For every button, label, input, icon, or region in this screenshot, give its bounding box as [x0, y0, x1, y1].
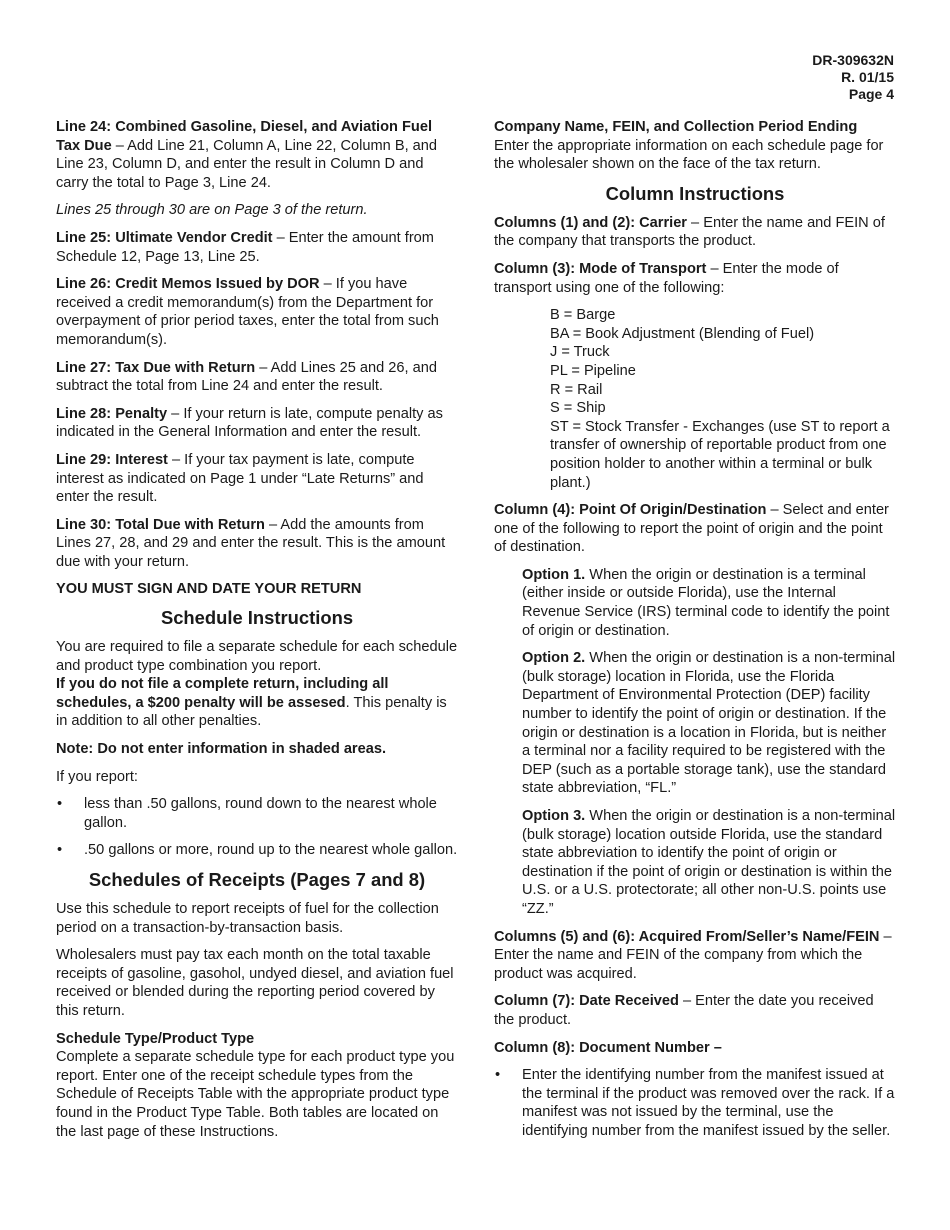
list-item: J = Truck	[550, 344, 610, 361]
col3-text: – Enter the mode of transport using one of the following:	[494, 260, 839, 296]
col4-paragraph	[494, 501, 896, 557]
left-column	[56, 118, 458, 1150]
line25-heading: Line 25: Ultimate Vendor Credit	[56, 229, 273, 246]
line29-paragraph	[56, 451, 458, 507]
col8-heading: Column (8): Document Number –	[494, 1039, 722, 1056]
col4-heading: Column (4): Point Of Origin/Destination	[494, 502, 767, 519]
schedule-type-heading: Schedule Type/Product Type	[56, 1030, 255, 1047]
schedule-paragraph	[56, 638, 458, 731]
col4-text: – Select and enter one of the following to report the point of origin and the point of destination.	[494, 502, 889, 556]
schedule-text: You are required to file a separate schedule for each schedule and product type combination you report.	[56, 639, 458, 674]
rounding-list	[56, 795, 458, 860]
line30-text: – Add the amounts from Lines 27, 28, and 29 and enter the result. This is the amount due with your return.	[56, 516, 446, 570]
option1-heading: Option 1.	[522, 566, 586, 583]
col56-heading: Columns (5) and (6): Acquired From/Seller’s Name/FEIN	[494, 928, 880, 945]
option1-text: When the origin or destination is a terminal (either inside or outside Florida), use the Internal Revenue Service (IRS) terminal code to identify the point of origin or destination.	[522, 566, 890, 639]
if-you-report: If you report:	[56, 768, 138, 785]
line26-heading: Line 26: Credit Memos Issued by DOR	[56, 276, 320, 293]
line30-heading: Line 30: Total Due with Return	[56, 516, 265, 533]
list-item: ST = Stock Transfer - Exchanges (use ST to report a transfer of ownership of reportable product from one position holder to another within a terminal or bulk plant.)	[550, 418, 890, 491]
line25-paragraph	[56, 229, 458, 266]
col56-paragraph	[494, 928, 896, 984]
list-item: B = Barge	[550, 307, 616, 324]
line27-paragraph	[56, 359, 458, 396]
receipts-paragraph-1: Use this schedule to report receipts of fuel for the collection period on a transaction-by-transaction basis.	[56, 901, 439, 936]
shaded-areas-note: Note: Do not enter information in shaded areas.	[56, 741, 387, 758]
form-revision: R. 01/15	[841, 69, 894, 85]
option2-text: When the origin or destination is a non-terminal (bulk storage) location in Florida, use the Florida Department of Environmental Protection (DEP) facility number to identify the point of origin or destination. If the origin or destination is a location in Florida, but is neither a terminal nor a facility required to be registered with the DEP (such as a portable storage tank), use the standard state abbreviation, “FL.”	[522, 650, 896, 797]
line27-text: – Add Lines 25 and 26, and subtract the total from Line 24 and enter the result.	[56, 359, 437, 395]
line29-text: – If your tax payment is late, compute interest as indicated on Page 1 under “Late Returns” and enter the result.	[56, 451, 424, 506]
line29-heading: Line 29: Interest	[56, 451, 168, 468]
line24-text: – Add Line 21, Column A, Line 22, Column B, and Line 23, Column D, and enter the result in Column D and carry the total to Page 3, Line 24.	[56, 137, 438, 191]
transport-modes-list	[550, 306, 896, 492]
col3-paragraph	[494, 260, 896, 297]
list-item: PL = Pipeline	[550, 362, 636, 379]
line30-paragraph	[56, 516, 458, 572]
line24-heading: Line 24: Combined Gasoline, Diesel, and Aviation Fuel Tax Due	[56, 119, 432, 154]
col12-heading: Columns (1) and (2): Carrier	[494, 214, 687, 231]
column-instructions-heading: Column Instructions	[605, 182, 785, 204]
option2-heading: Option 2.	[522, 650, 586, 667]
form-number: DR-309632N	[812, 52, 894, 68]
list-item: • less than .50 gallons, round down to the nearest whole gallon.	[56, 795, 458, 832]
line26-text: – If you have received a credit memorandum(s) from the Department for overpayment of prior period taxes, enter the total from such memorandum(s).	[56, 276, 439, 348]
schedule-type-text: Complete a separate schedule type for each product type you report. Enter one of the receipt schedule types from the Schedule of Receipts Table with the appropriate product type found in the Product Type Table. Both tables are located on the last page of these Instructions.	[56, 1049, 455, 1140]
list-item: • Enter the identifying number from the manifest issued at the terminal if the product was removed over the rack. If a manifest was not issued by the terminal, use the identifying number from the manifest issued by the seller.	[494, 1066, 896, 1140]
option3-heading: Option 3.	[522, 808, 586, 824]
col7-text: – Enter the date you received the product.	[494, 993, 874, 1028]
schedule-text-end: . This penalty is in addition to all other penalties.	[56, 694, 447, 730]
receipts-paragraph-2: Wholesalers must pay tax each month on the total taxable receipts of gasoline, gasohol, undyed diesel, and aviation fuel received or blended during the reporting period covered by this return.	[56, 947, 454, 1019]
right-column	[494, 118, 896, 1150]
list-item: BA = Book Adjustment (Blending of Fuel)	[550, 325, 815, 342]
form-header	[812, 52, 894, 103]
lines-note: Lines 25 through 30 are on Page 3 of the return.	[56, 202, 368, 219]
list-item: • .50 gallons or more, round up to the nearest whole gallon.	[56, 841, 458, 860]
line28-heading: Line 28: Penalty	[56, 405, 168, 422]
company-text: Enter the appropriate information on each schedule page for the wholesaler shown on the face of the tax return.	[494, 137, 884, 173]
line27-heading: Line 27: Tax Due with Return	[56, 359, 256, 376]
col3-heading: Column (3): Mode of Transport	[494, 260, 707, 277]
line28-paragraph	[56, 405, 458, 442]
list-item: S = Ship	[550, 400, 606, 417]
page-number: Page 4	[848, 86, 894, 102]
line26-paragraph	[56, 275, 458, 349]
line25-text: – Enter the amount from Schedule 12, Page 13, Line 25.	[56, 229, 434, 265]
company-heading: Company Name, FEIN, and Collection Period Ending	[494, 119, 858, 135]
col56-text: – Enter the name and FEIN of the company from which the product was acquired.	[494, 928, 892, 982]
col8-list	[494, 1066, 896, 1140]
col7-paragraph	[494, 992, 896, 1029]
receipts-heading: Schedules of Receipts (Pages 7 and 8)	[88, 869, 426, 890]
schedule-penalty-text: If you do not file a complete return, including all schedules, a $200 penalty will be assesed	[56, 676, 389, 711]
col12-text: – Enter the name and FEIN of the company that transports the product.	[494, 214, 885, 250]
line28-text: – If your return is late, compute penalty as indicated in the General Information and enter the result.	[56, 405, 443, 441]
option3-text: When the origin or destination is a non-terminal (bulk storage) location outside Florida, use the standard state abbreviation to identify the point of origin or destination if the point of origin or destination is within the U.S. or a U.S. protectorate; all other non-U.S. points use “ZZ.”	[522, 808, 896, 917]
list-item: R = Rail	[550, 381, 603, 398]
option3-paragraph	[522, 807, 896, 919]
sign-notice: YOU MUST SIGN AND DATE YOUR RETURN	[56, 581, 362, 598]
line24-paragraph	[56, 118, 458, 192]
col12-paragraph	[494, 214, 896, 251]
option2-paragraph	[522, 649, 896, 798]
option1-paragraph	[522, 566, 896, 640]
schedule-instructions-heading: Schedule Instructions	[160, 607, 354, 629]
col7-heading: Column (7): Date Received	[494, 993, 679, 1010]
